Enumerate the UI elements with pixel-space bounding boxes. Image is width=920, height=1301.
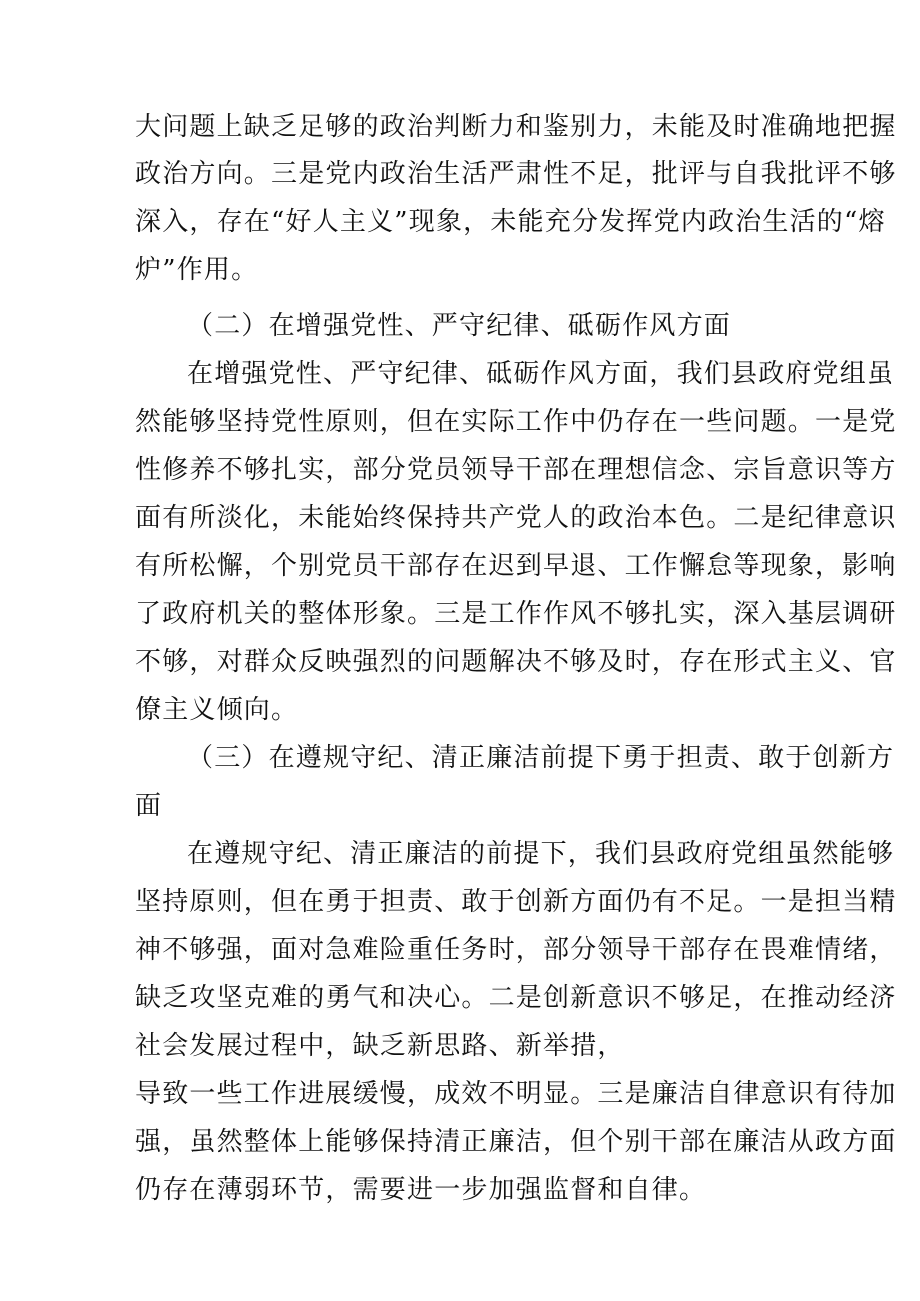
paragraph-line: 大问题上缺乏足够的政治判断力和鉴别力，未能及时准确地把握 <box>135 112 897 142</box>
paragraph-line: 神不够强，面对急难险重任务时，部分领导干部存在畏难情绪， <box>135 935 897 965</box>
section-heading-3: （三）在遵规守纪、清正廉洁前提下勇于担责、敢于创新方 <box>187 743 895 773</box>
paragraph-line: 在遵规守纪、清正廉洁的前提下，我们县政府党组虽然能够 <box>187 839 895 869</box>
paragraph-line: 了政府机关的整体形象。三是工作作风不够扎实，深入基层调研 <box>135 599 897 629</box>
paragraph-line: 坚持原则，但在勇于担责、敢于创新方面仍有不足。一是担当精 <box>135 887 897 917</box>
paragraph-line: 导致一些工作进展缓慢，成效不明显。三是廉洁自律意识有待加 <box>135 1079 897 1109</box>
paragraph-line: 仍存在薄弱环节，需要进一步加强监督和自律。 <box>135 1175 707 1205</box>
paragraph-line: 不够，对群众反映强烈的问题解决不够及时，存在形式主义、官 <box>135 647 897 677</box>
section-heading-3-continuation: 面 <box>135 791 163 821</box>
paragraph-line: 深入，存在“好人主义”现象，未能充分发挥党内政治生活的“熔 <box>135 207 886 237</box>
paragraph-line: 僚主义倾向。 <box>135 695 299 725</box>
paragraph-line: 炉”作用。 <box>135 255 259 285</box>
section-heading-2: （二）在增强党性、严守纪律、砥砺作风方面 <box>187 311 732 341</box>
paragraph-line: 社会发展过程中，缺乏新思路、新举措， <box>135 1031 625 1061</box>
paragraph-line: 有所松懈，个别党员干部存在迟到早退、工作懈怠等现象，影响 <box>135 551 897 581</box>
paragraph-line: 面有所淡化，未能始终保持共产党人的政治本色。二是纪律意识 <box>135 503 897 533</box>
paragraph-line: 强，虽然整体上能够保持清正廉洁，但个别干部在廉洁从政方面 <box>135 1127 897 1157</box>
paragraph-line: 政治方向。三是党内政治生活严肃性不足，批评与自我批评不够 <box>135 159 897 189</box>
paragraph-line: 然能够坚持党性原则，但在实际工作中仍存在一些问题。一是党 <box>135 407 897 437</box>
paragraph-line: 在增强党性、严守纪律、砥砺作风方面，我们县政府党组虽 <box>187 359 895 389</box>
paragraph-line: 性修养不够扎实，部分党员领导干部在理想信念、宗旨意识等方 <box>135 455 897 485</box>
paragraph-line: 缺乏攻坚克难的勇气和决心。二是创新意识不够足，在推动经济 <box>135 983 897 1013</box>
